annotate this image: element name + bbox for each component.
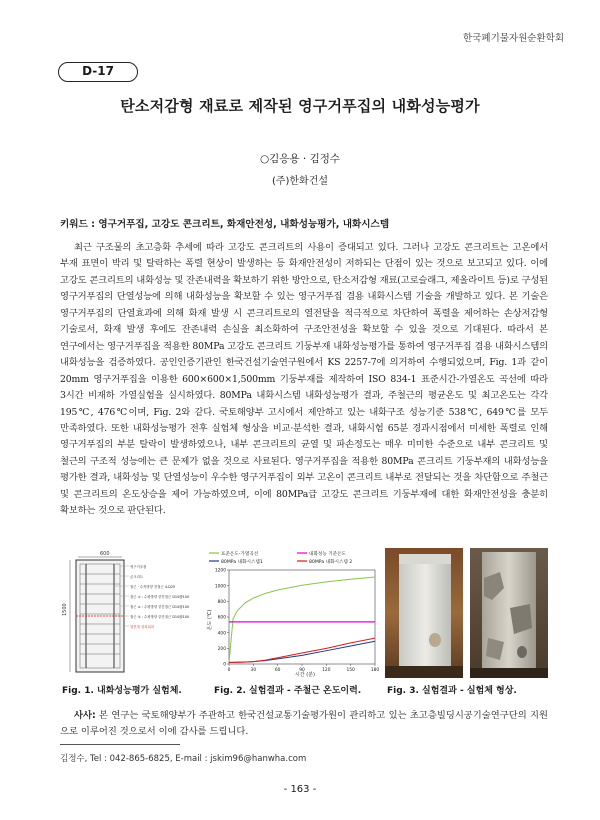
legend-system-1: 80MPa 내화시스템1 [221,560,263,565]
y-tick-label-200: 200 [217,646,226,652]
y-tick-label-400: 400 [217,631,226,637]
affiliation: (주)한화건설 [271,176,329,187]
y-tick-label-0: 0 [223,662,226,668]
figure-3-photo-before [385,548,463,678]
legend-system-2: 80MPa 내화시스템 2 [309,560,353,565]
x-tick-label-180: 180 [370,668,380,673]
x-tick-label-60: 60 [274,668,281,673]
x-tick-label-0: 0 [227,668,231,673]
legend-main-rebar: 철근 · 수직방향 전철근 4-D25 [130,585,176,589]
body-paragraph: 최근 구조물의 초고층화 추세에 따라 고강도 콘크리트의 사용이 증대되고 있다. 그러나 고강도 콘크리트는 고온에서 부재 표면이 박리 및 탈락하는 폭렬 현상이 발생하는 등 화재안전성이 저하되는 단점이 있는 것으로 보고되고 있다. 이에 고강도 콘크리트의 내화성능 및 잔존내력을 확보하기 위한 방안으로, 탄소저감형 재료(고로슬래그, 제올라이트 등)로 구성된 영구거푸집의 단열성능에 의해 내화성능을 확보할 수 있는 영구거푸집 겸용 내화시스템 기술을 개발하고 있다. 본 기술은 영구거푸집의 단열효과에 의해 화재 발생 시 콘크리트로의 열전달을 적극적으로 차단하여 폭렬을 제어하는 손상저감형 기술로서, 화재 발생 후에도 잔존내력 손실을 최소화하여 구조안전성을 확보할 수 있을 것으로 기대된다. 따라서 본 연구에서는 영구거푸집을 적용한 80MPa 고강도 콘크리트 기둥부재 내화성능평가를 통하여 영구거푸집 겸용 내화시스템의 내화성능을 검증하였다. 공인인증기관인 한국건설기술연구원에서 KS 2257-7에 의거하여 수행되었으며, Fig. 1과 같이 20mm 영구거푸집을 이용한 600×600×1,500mm 기둥부재를 제작하여 ISO 834-1 표준시간-가열온도 곡선에 따라 3시간 비재하 가열실험을 실시하였다. 80MPa 내화시스템 내화성능평가 결과, 주철근의 평균온도 및 최고온도는 각각 195℃, 476℃이며, Fig. 2와 같다. 국토해양부 고시에서 제안하고 있는 내화구조 성능기준 538℃, 649℃를 모두 만족하였다. 또한 내화성능평가 전후 실험체 형상을 비교·분석한 결과, 내화시험 65분 경과시점에서 미세한 폭렬로 인해 영구거푸집의 부분 탈락이 발생하였으나, 내부 콘크리트의 균열 및 파손정도는 매우 미미한 수준으로 내부 콘크리트 및 철근의 구조적 성능에는 큰 문제가 없을 것으로 사료된다. 영구거푸집을 적용한 80MPa 콘크리트 기둥부재의 내화성능을 평가한 결과, 내화성능 및 단열성능이 우수한 영구거푸집이 외부 고온이 콘크리트 내부로 전달되는 것을 차단함으로 주철근 및 콘크리트의 온도상승을 제어 가능하였으며, 이에 80MPa급 고강도 콘크리트 기둥부재에 대한 화재안전성을 충분히 확보하는 것으로 판단된다. [60,242,548,517]
plot-frame [229,570,375,664]
x-tick-label-120: 120 [322,668,331,673]
page-number: - 163 - [283,784,317,795]
legend-hoop-2: 철근 ② : 수평방향 중간철근 D10@100 [130,605,190,609]
paper-code-badge: D-17 [58,62,138,82]
dim-top-label: 600 [100,551,110,557]
figure-1-specimen-drawing [60,548,195,678]
dim-side-label: 1500 [62,603,68,616]
figure-3-caption: Fig. 3. 실험결과 - 실험체 형상. [387,686,517,696]
y-axis-title: 온도 (℃) [207,609,213,631]
x-tick-label-150: 150 [346,668,355,673]
series-line-1 [229,577,375,662]
specimen-photo-after [470,548,548,678]
legend-permanent-form: 영구거푸집 [130,565,147,569]
y-tick-label-600: 600 [217,615,226,621]
figure-1-caption: Fig. 1. 내화성능평가 실험체. [62,686,182,696]
x-tick-label-30: 30 [250,668,257,673]
y-tick-label-1200: 1200 [214,568,226,574]
authors: ○김응용 · 김정수 [259,153,341,165]
y-tick-label-1000: 1000 [214,584,226,590]
footnote-divider [60,744,180,745]
legend-thermocouple: 열전대 설치위치 [130,625,155,629]
legend-criterion: 내화성능 기준온도 [309,552,346,557]
figure-2-temperature-chart [205,548,380,678]
acknowledgement [60,708,548,740]
society-header: 한국폐기물자원순환학회 [463,33,564,44]
figure-3-photo-after [470,548,548,678]
series-line-4 [229,638,375,662]
y-tick-label-800: 800 [217,599,226,605]
x-tick-label-90: 90 [299,668,305,673]
legend-standard-curve: 표준온도-가열곡선 [221,552,259,557]
legend-hoop-1: 철근 ① : 수평방향 중간철근 D10@100 [130,595,190,599]
footnote-contact: 김정수, Tel : 042-865-6825, E-mail : jskim96@hanwha.com [60,754,307,764]
keywords: 키워드 : 영구거푸집, 고강도 콘크리트, 화재안전성, 내화성능평가, 내화시스템 [60,219,390,230]
figure-2-caption: Fig. 2. 실험결과 - 주철근 온도이력. [214,686,362,696]
paper-title: 탄소저감형 재료로 제작된 영구거푸집의 내화성능평가 [120,97,480,115]
legend-hoop-3: 철근 ③ : 수평방향 중간철근 D10@100 [130,615,190,619]
specimen-photo-before [385,548,463,678]
specimen-drawing [60,548,195,678]
legend-concrete: 콘크리트 [130,575,144,579]
acknowledgement-text: 본 연구는 국토해양부가 주관하고 한국건설교통기술평가원이 관리하고 있는 초고층빌딩시공기술연구단의 지원으로 이루어진 것으로서 이에 감사를 드립니다. [60,710,548,737]
series-line-3 [229,641,375,662]
x-axis-title: 시간 (분) [295,672,315,678]
temperature-chart [205,548,380,678]
acknowledgement-label: 사사: [74,710,96,721]
